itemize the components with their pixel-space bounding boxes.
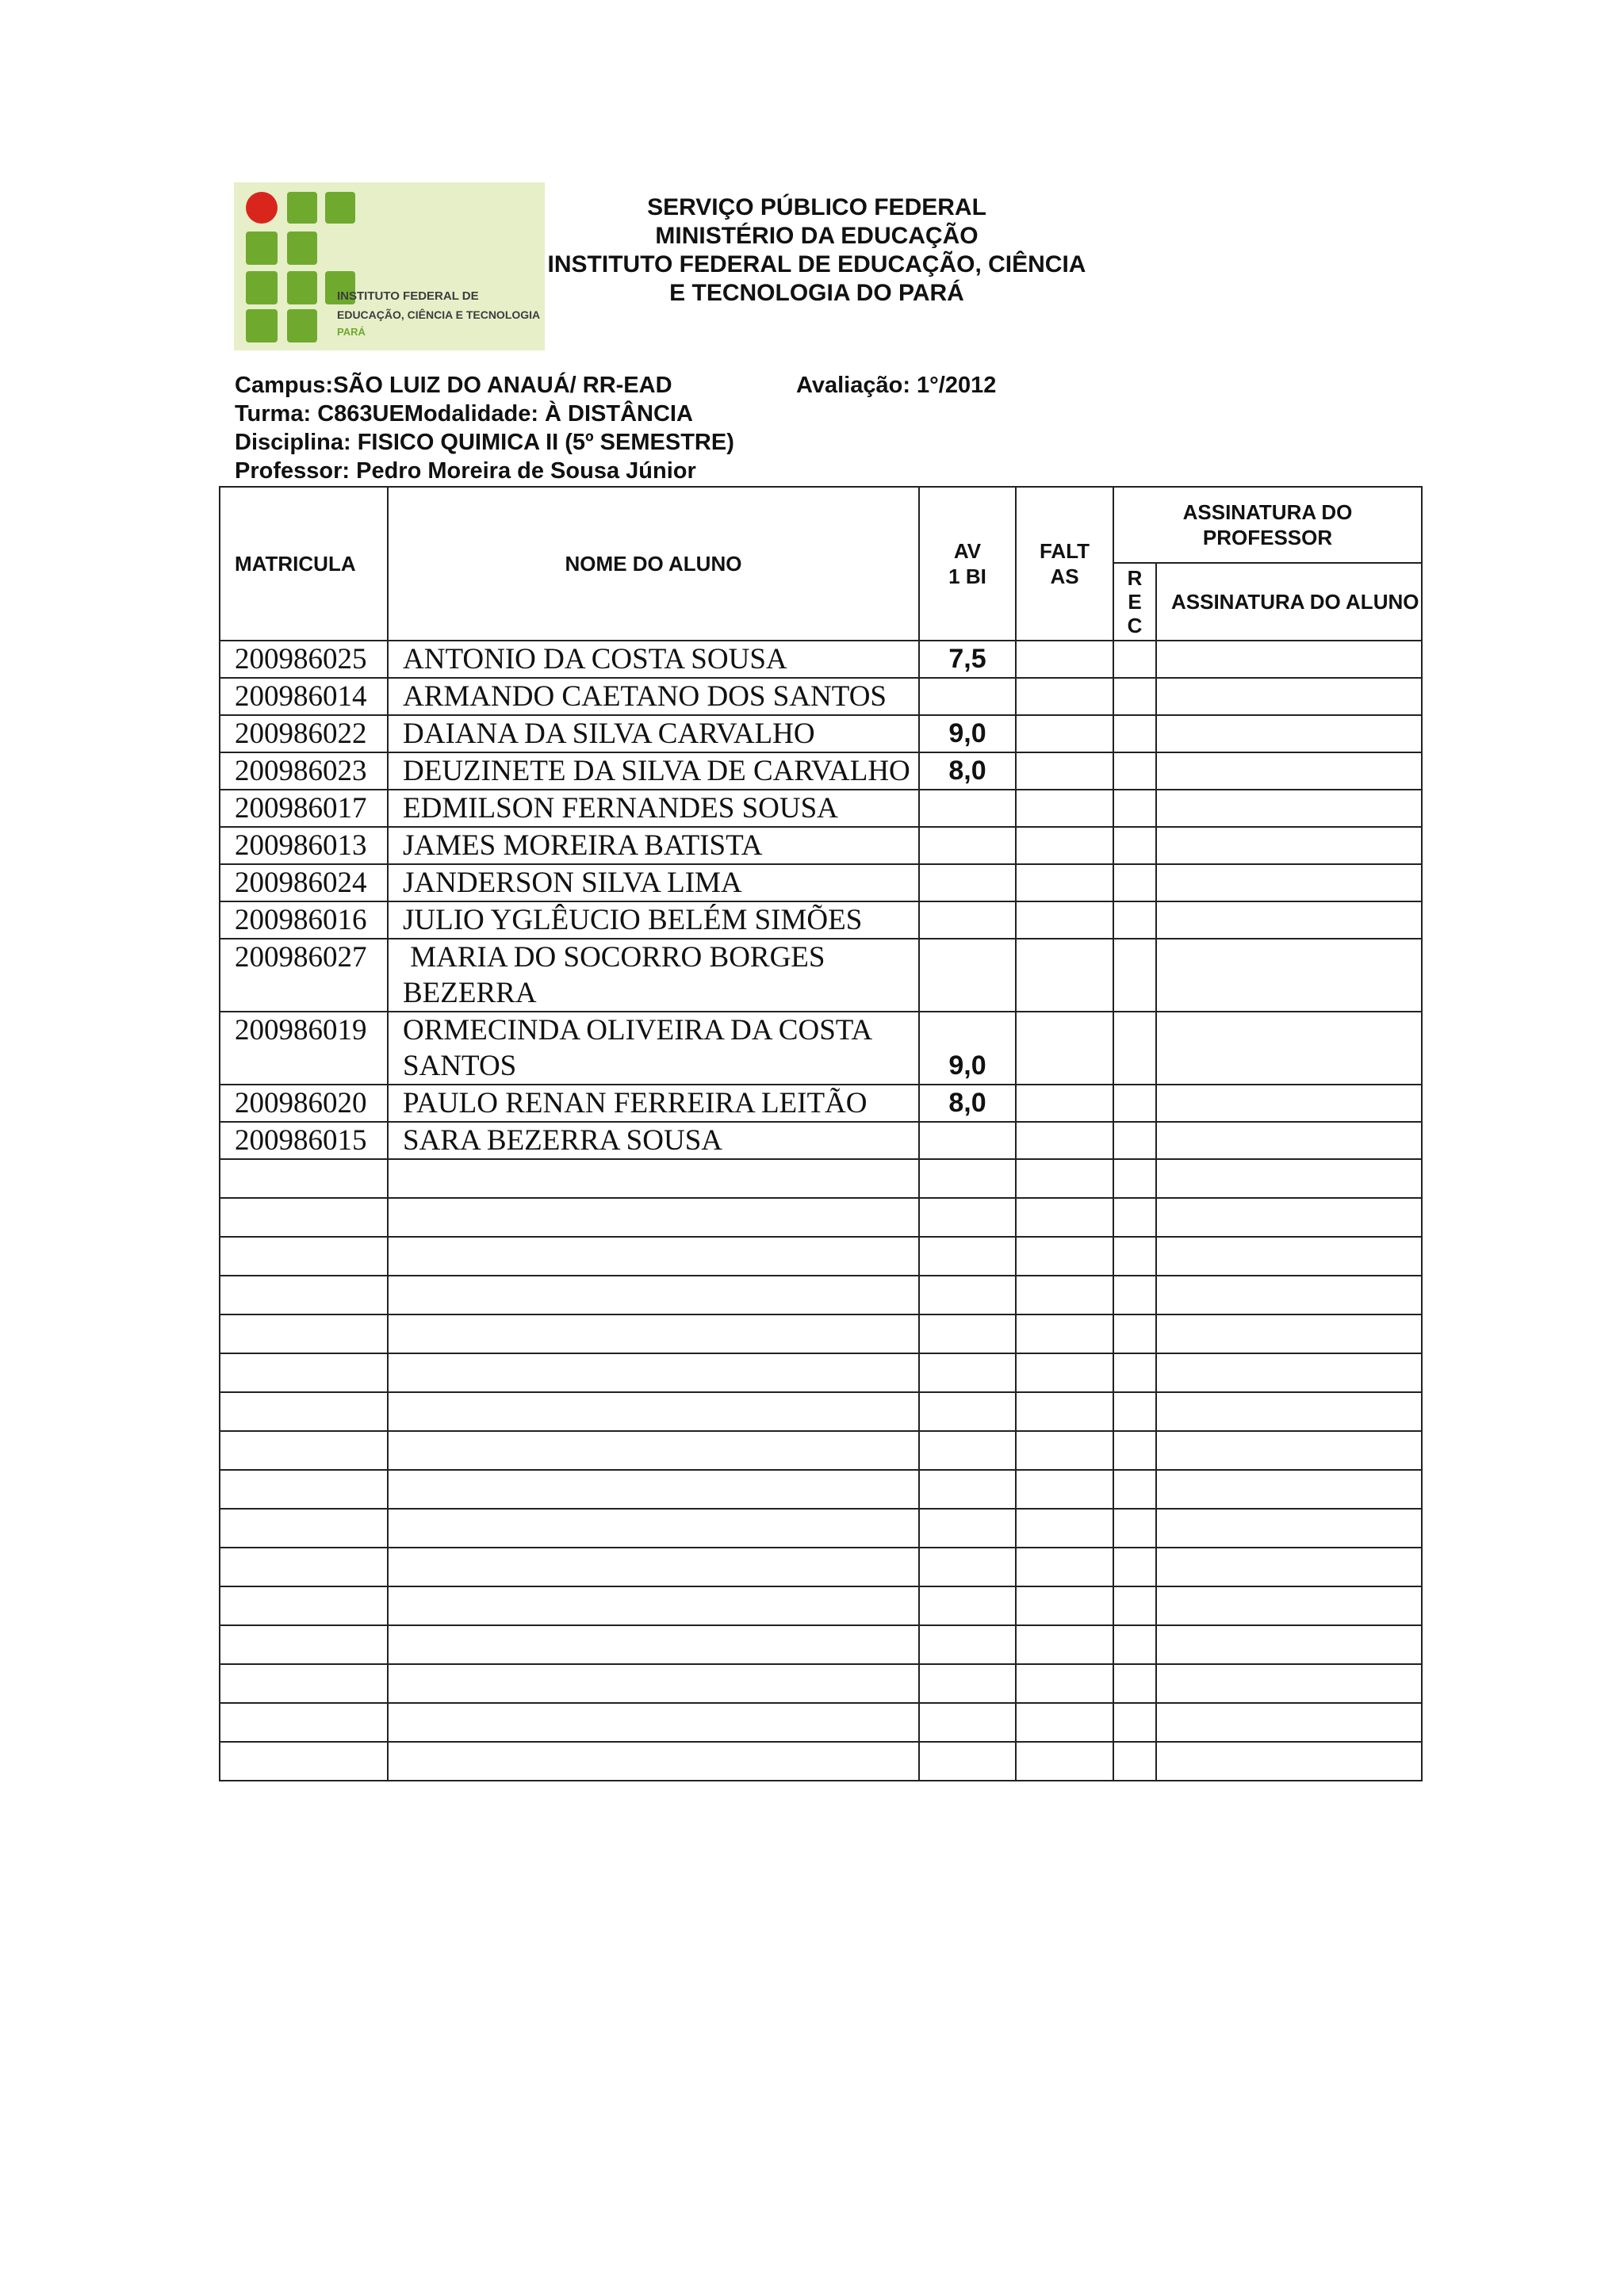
empty-row — [220, 1237, 1422, 1276]
header-matricula: MATRICULA — [220, 487, 388, 641]
empty-cell[interactable] — [1156, 1664, 1422, 1703]
assinatura-cell[interactable] — [1156, 901, 1422, 939]
empty-cell[interactable] — [1016, 1237, 1113, 1276]
empty-cell[interactable] — [1016, 1586, 1113, 1625]
table-row — [220, 641, 1422, 678]
header-nome: NOME DO ALUNO — [388, 487, 919, 641]
assinatura-cell[interactable] — [1156, 1085, 1422, 1122]
assinatura-cell[interactable] — [1156, 1122, 1422, 1159]
empty-cell[interactable] — [1156, 1237, 1422, 1276]
faltas-cell — [1016, 1085, 1113, 1122]
matricula-cell: 200986013 — [220, 827, 388, 864]
table-row — [220, 939, 1422, 1012]
faltas-cell — [1016, 1122, 1113, 1159]
empty-row — [220, 1198, 1422, 1237]
empty-cell[interactable] — [388, 1276, 919, 1314]
header-faltas-line2: AS — [1050, 564, 1079, 588]
av-cell — [919, 827, 1016, 864]
nome-cell: JANDERSON SILVA LIMA — [388, 864, 919, 901]
empty-row — [220, 1548, 1422, 1586]
disciplina-label: Disciplina: FISICO QUIMICA II (5º SEMESTRE) — [235, 430, 734, 455]
av-cell — [919, 939, 1016, 1012]
av-cell — [919, 678, 1016, 715]
nome-cell: JAMES MOREIRA BATISTA — [388, 827, 919, 864]
empty-row — [220, 1314, 1422, 1353]
empty-cell[interactable] — [1113, 1237, 1156, 1276]
empty-cell[interactable] — [919, 1625, 1016, 1664]
faltas-cell — [1016, 1012, 1113, 1085]
matricula-cell: 200986022 — [220, 715, 388, 752]
empty-cell[interactable] — [220, 1392, 388, 1431]
empty-cell[interactable] — [1156, 1625, 1422, 1664]
empty-cell[interactable] — [220, 1237, 388, 1276]
empty-cell[interactable] — [388, 1431, 919, 1470]
av-cell: 8,0 — [919, 752, 1016, 790]
matricula-cell: 200986015 — [220, 1122, 388, 1159]
empty-cell[interactable] — [919, 1314, 1016, 1353]
empty-row — [220, 1159, 1422, 1198]
header-line: INSTITUTO FEDERAL DE EDUCAÇÃO, CIÊNCIA — [547, 251, 1086, 277]
table-row — [220, 827, 1422, 864]
empty-cell[interactable] — [388, 1353, 919, 1392]
header-line: SERVIÇO PÚBLICO FEDERAL — [647, 194, 986, 220]
empty-cell[interactable] — [220, 1548, 388, 1586]
empty-cell[interactable] — [919, 1237, 1016, 1276]
avaliacao-label: Avaliação: 1°/2012 — [796, 373, 997, 398]
empty-cell[interactable] — [1016, 1509, 1113, 1548]
empty-cell[interactable] — [1156, 1470, 1422, 1509]
header-rec-c: C — [1127, 614, 1143, 637]
empty-cell[interactable] — [1113, 1276, 1156, 1314]
header-rec — [1113, 563, 1156, 641]
rec-cell — [1113, 715, 1156, 752]
rec-cell — [1113, 752, 1156, 790]
rec-cell — [1113, 1122, 1156, 1159]
faltas-cell — [1016, 864, 1113, 901]
empty-cell[interactable] — [1113, 1548, 1156, 1586]
empty-cell[interactable] — [1016, 1742, 1113, 1781]
empty-row — [220, 1276, 1422, 1314]
rec-cell — [1113, 864, 1156, 901]
table-row — [220, 752, 1422, 790]
empty-cell[interactable] — [220, 1703, 388, 1742]
assinatura-cell[interactable] — [1156, 752, 1422, 790]
empty-cell[interactable] — [388, 1742, 919, 1781]
svg-text:INSTITUTO FEDERAL DE: INSTITUTO FEDERAL DE — [337, 289, 479, 303]
av-cell — [919, 901, 1016, 939]
nome-cell: ARMANDO CAETANO DOS SANTOS — [388, 678, 919, 715]
av-cell — [919, 1122, 1016, 1159]
header-line: E TECNOLOGIA DO PARÁ — [669, 280, 964, 306]
empty-cell[interactable] — [220, 1586, 388, 1625]
empty-cell[interactable] — [1156, 1509, 1422, 1548]
empty-cell[interactable] — [220, 1470, 388, 1509]
empty-cell[interactable] — [919, 1742, 1016, 1781]
faltas-cell — [1016, 678, 1113, 715]
faltas-cell — [1016, 715, 1113, 752]
empty-cell[interactable] — [1156, 1548, 1422, 1586]
header-assinatura-aluno: ASSINATURA DO ALUNO — [1156, 563, 1422, 641]
faltas-cell — [1016, 939, 1113, 1012]
empty-cell[interactable] — [919, 1664, 1016, 1703]
empty-cell[interactable] — [1016, 1276, 1113, 1314]
empty-cell[interactable] — [388, 1548, 919, 1586]
table-row — [220, 901, 1422, 939]
campus-label: Campus:SÃO LUIZ DO ANAUÁ/ RR-EAD — [235, 373, 672, 398]
assinatura-cell[interactable] — [1156, 864, 1422, 901]
table-row — [220, 864, 1422, 901]
av-cell: 9,0 — [919, 1012, 1016, 1085]
empty-cell[interactable] — [919, 1198, 1016, 1237]
nome-cell: SARA BEZERRA SOUSA — [388, 1122, 919, 1159]
nome-cell: ORMECINDA OLIVEIRA DA COSTA SANTOS — [388, 1012, 919, 1085]
empty-cell[interactable] — [1113, 1703, 1156, 1742]
empty-row — [220, 1703, 1422, 1742]
empty-cell[interactable] — [919, 1703, 1016, 1742]
empty-cell[interactable] — [1113, 1431, 1156, 1470]
grades-table — [219, 486, 1423, 1781]
matricula-cell: 200986019 — [220, 1012, 388, 1085]
assinatura-cell[interactable] — [1156, 790, 1422, 827]
av-cell: 8,0 — [919, 1085, 1016, 1122]
empty-cell[interactable] — [388, 1703, 919, 1742]
empty-cell[interactable] — [1113, 1353, 1156, 1392]
empty-cell[interactable] — [388, 1237, 919, 1276]
faltas-cell — [1016, 752, 1113, 790]
assinatura-cell[interactable] — [1156, 939, 1422, 1012]
header-av-line1: AV — [953, 539, 982, 563]
turma-label: Turma: C863UEModalidade: À DISTÂNCIA — [235, 401, 693, 427]
empty-cell[interactable] — [1113, 1742, 1156, 1781]
empty-row — [220, 1742, 1422, 1781]
empty-cell[interactable] — [919, 1392, 1016, 1431]
empty-cell[interactable] — [1113, 1509, 1156, 1548]
empty-cell[interactable] — [1016, 1431, 1113, 1470]
empty-cell[interactable] — [220, 1314, 388, 1353]
empty-cell[interactable] — [220, 1353, 388, 1392]
svg-text:PARÁ: PARÁ — [337, 326, 366, 338]
empty-cell[interactable] — [1156, 1276, 1422, 1314]
empty-cell[interactable] — [388, 1509, 919, 1548]
empty-cell[interactable] — [1156, 1392, 1422, 1431]
rec-cell — [1113, 790, 1156, 827]
header-assinatura-professor: ASSINATURA DO PROFESSOR — [1113, 487, 1422, 563]
empty-cell[interactable] — [1016, 1159, 1113, 1198]
table-row — [220, 678, 1422, 715]
header-faltas-line1: FALT — [1039, 539, 1090, 563]
empty-cell[interactable] — [220, 1159, 388, 1198]
av-cell: 7,5 — [919, 641, 1016, 678]
empty-cell[interactable] — [919, 1509, 1016, 1548]
nome-cell: MARIA DO SOCORRO BORGES BEZERRA — [388, 939, 919, 1012]
institute-logo — [234, 182, 545, 350]
header-line: MINISTÉRIO DA EDUCAÇÃO — [655, 223, 979, 249]
empty-cell[interactable] — [388, 1625, 919, 1664]
empty-cell[interactable] — [388, 1159, 919, 1198]
empty-row — [220, 1625, 1422, 1664]
empty-cell[interactable] — [1016, 1198, 1113, 1237]
empty-cell[interactable] — [1016, 1470, 1113, 1509]
empty-cell[interactable] — [220, 1625, 388, 1664]
rec-cell — [1113, 939, 1156, 1012]
av-cell — [919, 864, 1016, 901]
faltas-cell — [1016, 827, 1113, 864]
empty-cell[interactable] — [919, 1586, 1016, 1625]
empty-cell[interactable] — [388, 1392, 919, 1431]
rec-cell — [1113, 641, 1156, 678]
empty-cell[interactable] — [1113, 1664, 1156, 1703]
faltas-cell — [1016, 641, 1113, 678]
faltas-cell — [1016, 790, 1113, 827]
table-row — [220, 1122, 1422, 1159]
empty-cell[interactable] — [919, 1431, 1016, 1470]
empty-row — [220, 1586, 1422, 1625]
empty-cell[interactable] — [919, 1159, 1016, 1198]
empty-cell[interactable] — [1016, 1314, 1113, 1353]
faltas-cell — [1016, 901, 1113, 939]
matricula-cell: 200986023 — [220, 752, 388, 790]
av-cell — [919, 790, 1016, 827]
empty-cell[interactable] — [1016, 1703, 1113, 1742]
empty-cell[interactable] — [220, 1276, 388, 1314]
empty-cell[interactable] — [1016, 1664, 1113, 1703]
empty-row — [220, 1509, 1422, 1548]
empty-cell[interactable] — [1156, 1353, 1422, 1392]
empty-cell[interactable] — [1113, 1470, 1156, 1509]
table-row — [220, 715, 1422, 752]
rec-cell — [1113, 1085, 1156, 1122]
av-cell: 9,0 — [919, 715, 1016, 752]
empty-cell[interactable] — [1113, 1586, 1156, 1625]
assinatura-cell[interactable] — [1156, 641, 1422, 678]
empty-cell[interactable] — [1113, 1392, 1156, 1431]
empty-cell[interactable] — [220, 1742, 388, 1781]
empty-cell[interactable] — [1156, 1586, 1422, 1625]
empty-cell[interactable] — [1156, 1314, 1422, 1353]
assinatura-cell[interactable] — [1156, 1012, 1422, 1085]
nome-cell: DEUZINETE DA SILVA DE CARVALHO — [388, 752, 919, 790]
nome-cell: PAULO RENAN FERREIRA LEITÃO — [388, 1085, 919, 1122]
assinatura-cell[interactable] — [1156, 715, 1422, 752]
empty-cell[interactable] — [388, 1198, 919, 1237]
empty-cell[interactable] — [388, 1314, 919, 1353]
header-av-line2: 1 BI — [948, 564, 986, 588]
assinatura-cell[interactable] — [1156, 678, 1422, 715]
empty-cell[interactable] — [1113, 1159, 1156, 1198]
empty-cell[interactable] — [919, 1470, 1016, 1509]
empty-cell[interactable] — [1016, 1548, 1113, 1586]
empty-cell[interactable] — [1016, 1353, 1113, 1392]
empty-cell[interactable] — [388, 1586, 919, 1625]
empty-cell[interactable] — [1156, 1159, 1422, 1198]
matricula-cell: 200986025 — [220, 641, 388, 678]
empty-row — [220, 1431, 1422, 1470]
empty-cell[interactable] — [1016, 1625, 1113, 1664]
document-header — [508, 193, 1126, 308]
svg-text:EDUCAÇÃO, CIÊNCIA E TECNOLOGIA: EDUCAÇÃO, CIÊNCIA E TECNOLOGIA — [337, 308, 541, 321]
rec-cell — [1113, 827, 1156, 864]
professor-label: Professor: Pedro Moreira de Sousa Júnior — [235, 458, 696, 484]
table-row — [220, 790, 1422, 827]
assinatura-cell[interactable] — [1156, 827, 1422, 864]
empty-row — [220, 1470, 1422, 1509]
empty-cell[interactable] — [388, 1664, 919, 1703]
matricula-cell: 200986014 — [220, 678, 388, 715]
table-row — [220, 1012, 1422, 1085]
matricula-cell: 200986017 — [220, 790, 388, 827]
empty-cell[interactable] — [919, 1353, 1016, 1392]
table-row — [220, 1085, 1422, 1122]
empty-cell[interactable] — [919, 1548, 1016, 1586]
matricula-cell: 200986027 — [220, 939, 388, 1012]
empty-cell[interactable] — [1156, 1431, 1422, 1470]
nome-cell: ANTONIO DA COSTA SOUSA — [388, 641, 919, 678]
empty-cell[interactable] — [1156, 1198, 1422, 1237]
matricula-cell: 200986024 — [220, 864, 388, 901]
nome-cell: DAIANA DA SILVA CARVALHO — [388, 715, 919, 752]
matricula-cell: 200986020 — [220, 1085, 388, 1122]
header-av — [919, 487, 1016, 641]
nome-cell: EDMILSON FERNANDES SOUSA — [388, 790, 919, 827]
empty-cell[interactable] — [1016, 1392, 1113, 1431]
empty-cell[interactable] — [1113, 1625, 1156, 1664]
empty-cell[interactable] — [388, 1470, 919, 1509]
empty-cell[interactable] — [1113, 1198, 1156, 1237]
empty-cell[interactable] — [919, 1276, 1016, 1314]
empty-cell[interactable] — [220, 1664, 388, 1703]
empty-cell[interactable] — [220, 1431, 388, 1470]
empty-row — [220, 1664, 1422, 1703]
header-faltas — [1016, 487, 1113, 641]
empty-cell[interactable] — [1113, 1314, 1156, 1353]
empty-cell[interactable] — [220, 1198, 388, 1237]
empty-row — [220, 1392, 1422, 1431]
empty-cell[interactable] — [1156, 1742, 1422, 1781]
rec-cell — [1113, 1012, 1156, 1085]
matricula-cell: 200986016 — [220, 901, 388, 939]
empty-cell[interactable] — [1156, 1703, 1422, 1742]
rec-cell — [1113, 678, 1156, 715]
rec-cell — [1113, 901, 1156, 939]
header-rec-r: R — [1127, 566, 1143, 590]
header-rec-e: E — [1128, 590, 1142, 614]
nome-cell: JULIO YGLÊUCIO BELÉM SIMÕES — [388, 901, 919, 939]
empty-row — [220, 1353, 1422, 1392]
empty-cell[interactable] — [220, 1509, 388, 1548]
